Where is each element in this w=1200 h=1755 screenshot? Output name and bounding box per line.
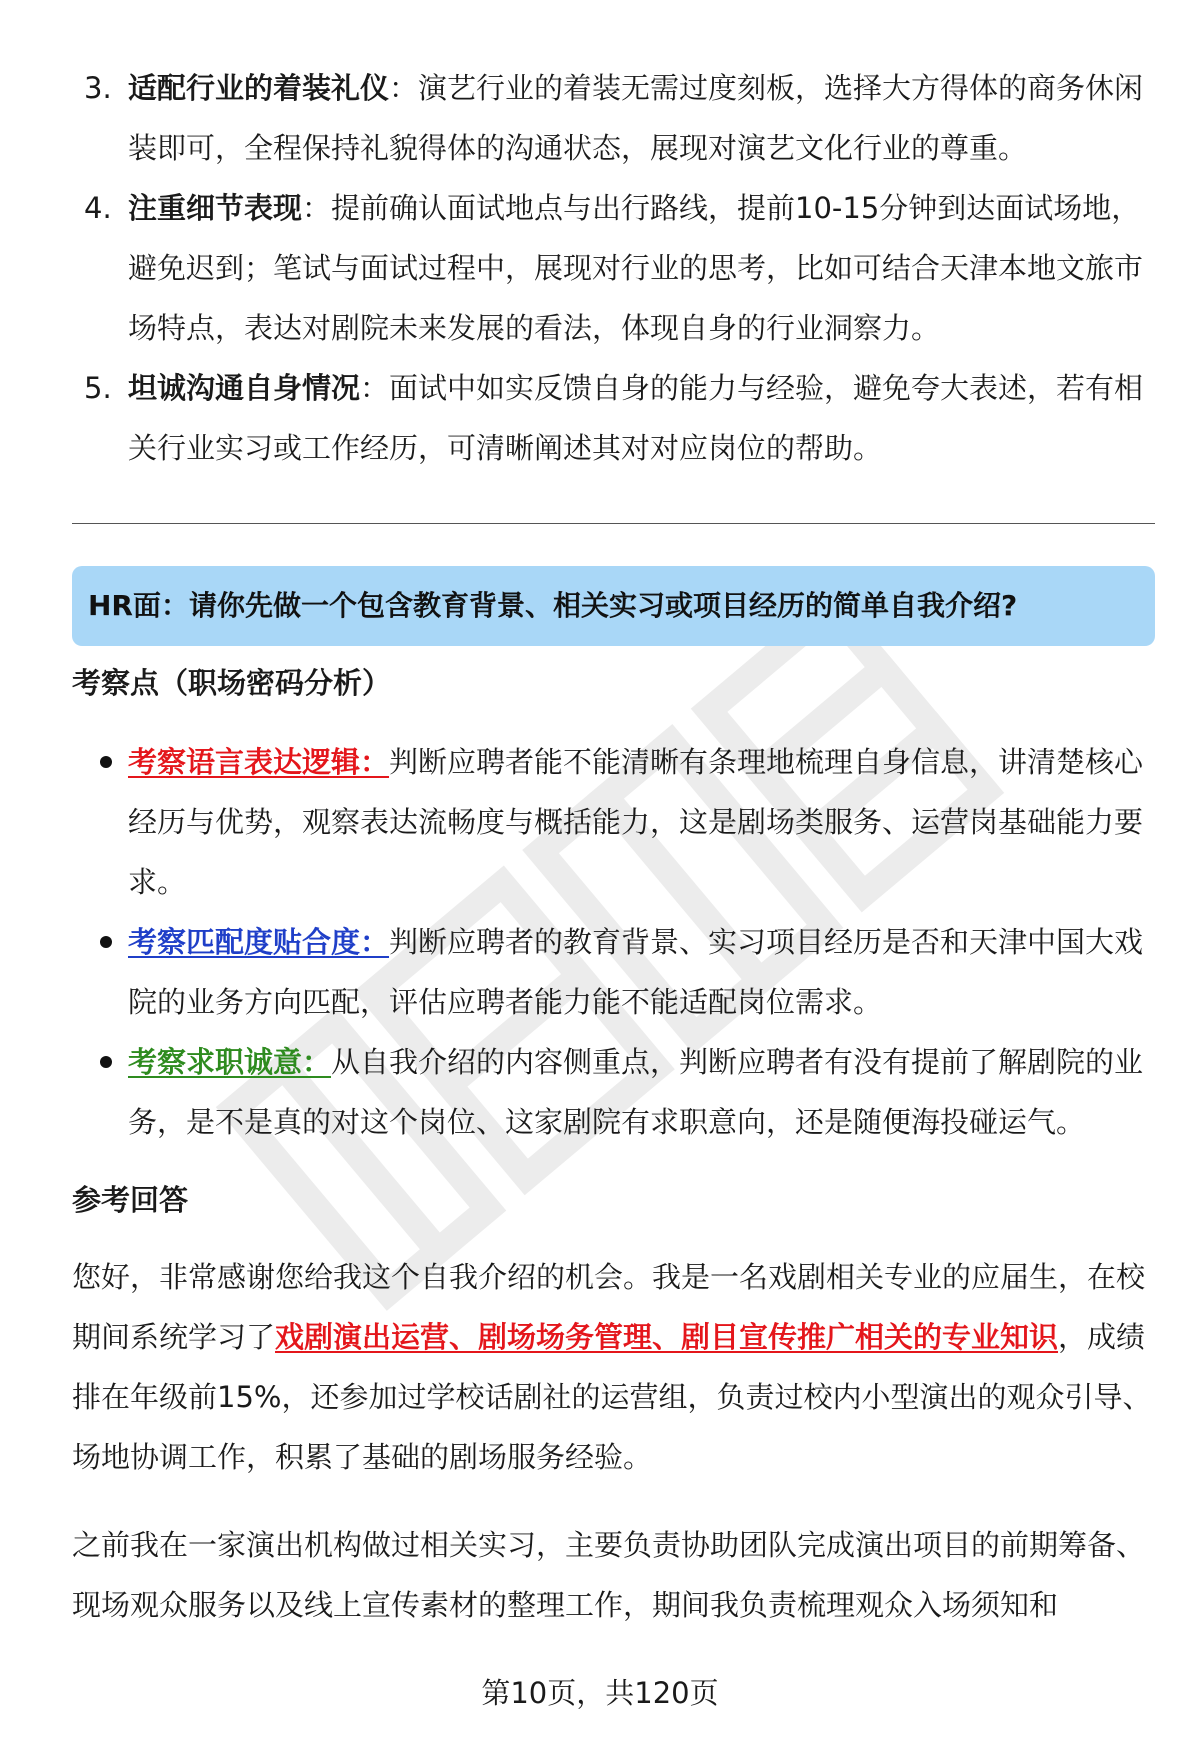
item-body: 面试中如实反馈自身的能力与经验，避免夸大表述，若有相关行业实习或工作经历，可清晰阐述其对对应岗位的帮助。: [128, 371, 1144, 465]
item-number: 4.: [84, 191, 112, 225]
answer-highlight: 戏剧演出运营、剧场场务管理、剧目宣传推广相关的专业知识: [275, 1320, 1059, 1354]
bullet-icon: [72, 732, 128, 912]
item-body: 演艺行业的着装无需过度刻板，选择大方得体的商务休闲装即可，全程保持礼貌得体的沟通状态，展现对演艺文化行业的尊重。: [128, 71, 1144, 165]
item-title: 适配行业的着装礼仪: [128, 71, 390, 105]
item-keyword: 考察求职诚意：: [128, 1045, 332, 1079]
item-title: 注重细节表现: [128, 191, 303, 225]
item-number: 5.: [84, 371, 112, 405]
answer-paragraph-1: [72, 1247, 1155, 1487]
hr-question-box: HR面：请你先做一个包含教育背景、相关实习或项目经历的简单自我介绍?: [72, 566, 1155, 646]
item-keyword: 考察匹配度贴合度：: [128, 925, 390, 959]
item-text: [128, 178, 1152, 358]
item-text: [128, 358, 1152, 478]
item-body: 判断应聘者能不能清晰有条理地梳理自身信息，讲清楚核心经历与优势，观察表达流畅度与概括能力，这是剧场类服务、运营岗基础能力要求。: [128, 745, 1144, 899]
item-title: 坦诚沟通自身情况: [128, 371, 361, 405]
list-item: [72, 732, 1155, 912]
answer-text: ，成绩排在年级前15%，还参加过学校话剧社的运营组，负责过校内小型演出的观众引导、场地协调工作，积累了基础的剧场服务经验。: [72, 1320, 1152, 1474]
bullet-icon: [72, 1032, 128, 1152]
item-text: [128, 912, 1155, 1032]
analysis-heading: 考察点（职场密码分析）: [72, 666, 392, 700]
item-text: [128, 1032, 1155, 1152]
bullet-icon: [72, 912, 128, 1032]
list-item: [72, 358, 1152, 478]
answer-heading: 参考回答: [72, 1183, 189, 1217]
item-separator: ：: [302, 191, 332, 225]
list-item: [72, 58, 1152, 178]
item-body: 判断应聘者的教育背景、实习项目经历是否和天津中国大戏院的业务方向匹配，评估应聘者能力能不能适配岗位需求。: [128, 925, 1144, 1019]
item-body: 提前确认面试地点与出行路线，提前10-15分钟到达面试场地，避免迟到；笔试与面试过程中，展现对行业的思考，比如可结合天津本地文旅市场特点，表达对剧院未来发展的看法，体现自身的行业洞察力。: [128, 191, 1144, 345]
section-divider: [72, 523, 1155, 524]
list-item: [72, 1032, 1155, 1152]
item-text: [128, 58, 1152, 178]
item-keyword: 考察语言表达逻辑：: [128, 745, 390, 779]
item-separator: ：: [389, 71, 419, 105]
analysis-list: [72, 732, 1155, 1152]
item-body: 从自我介绍的内容侧重点，判断应聘者有没有提前了解剧院的业务，是不是真的对这个岗位、这家剧院有求职意向，还是随便海投碰运气。: [128, 1045, 1144, 1139]
page-footer: 第10页，共120页: [481, 1676, 719, 1710]
numbered-list: [72, 58, 1152, 478]
item-number: 3.: [84, 71, 112, 105]
list-item: [72, 178, 1152, 358]
list-item: [72, 912, 1155, 1032]
answer-paragraph-2: 之前我在一家演出机构做过相关实习，主要负责协助团队完成演出项目的前期筹备、现场观众服务以及线上宣传素材的整理工作，期间我负责梳理观众入场须知和: [72, 1528, 1146, 1622]
item-text: [128, 732, 1155, 912]
item-separator: ：: [360, 371, 390, 405]
answer-text: 您好，非常感谢您给我这个自我介绍的机会。我是一名戏剧相关专业的应届生，在校期间系统学习了: [72, 1260, 1146, 1354]
